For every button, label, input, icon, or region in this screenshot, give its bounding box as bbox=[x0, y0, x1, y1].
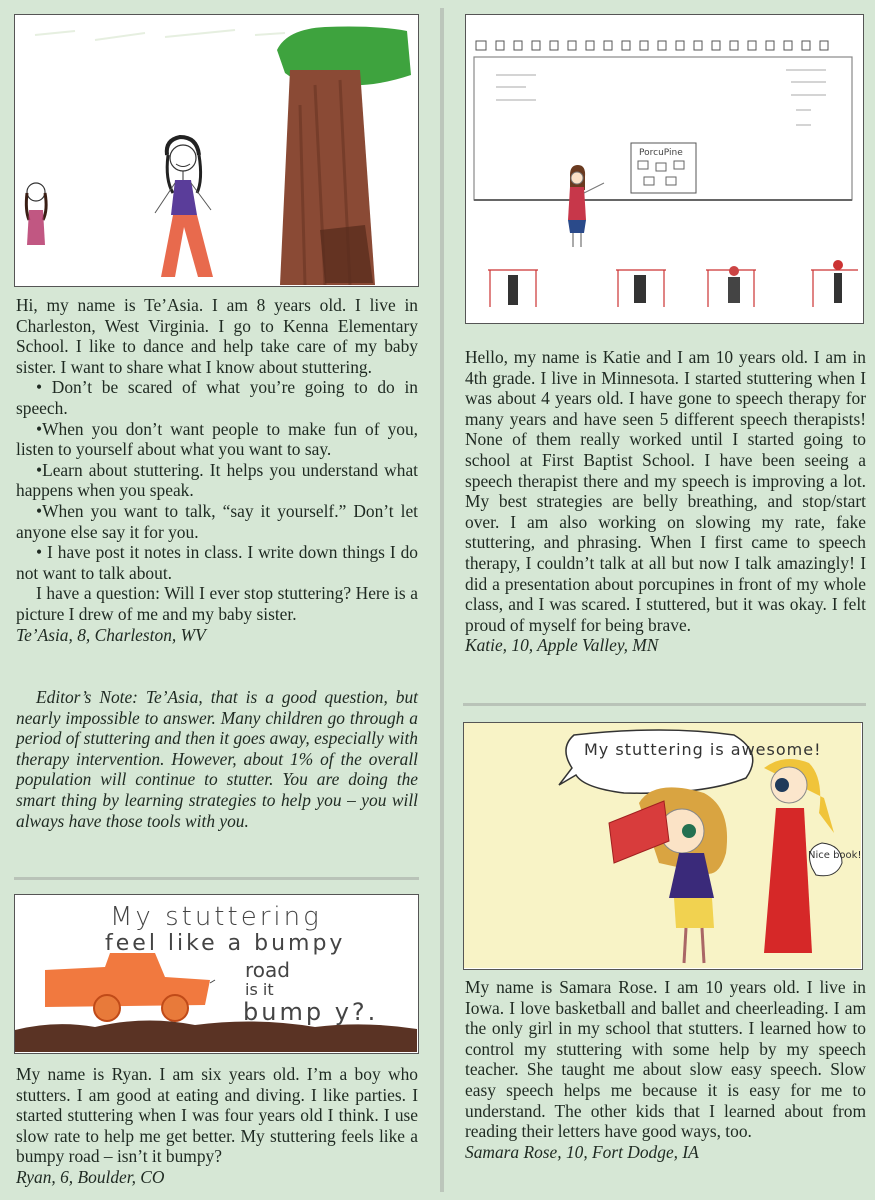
ryan-drawing-text: feel like a bumpy bbox=[105, 931, 346, 956]
katie-letter bbox=[465, 347, 866, 656]
bubble-text: Nice book! bbox=[808, 850, 861, 861]
teasia-tip: • I have post it notes in class. I write down things I do not want to talk about. bbox=[16, 542, 418, 583]
teasia-question: I have a question: Will I ever stop stuttering? Here is a picture I drew of me and my baby sister. bbox=[16, 583, 418, 624]
ryan-drawing bbox=[14, 894, 419, 1054]
editor-note bbox=[16, 687, 418, 831]
teasia-intro: Hi, my name is Te’Asia. I am 8 years old. I live in Charleston, West Virginia. I go to Kenna Elementary School. I like to dance and help take care of my baby sister. I want to share what I know about stuttering. bbox=[16, 295, 418, 377]
samara-signature: Samara Rose, 10, Fort Dodge, IA bbox=[465, 1141, 699, 1162]
column-divider bbox=[440, 8, 444, 1192]
ryan-drawing-text: bump y?. bbox=[243, 998, 379, 1026]
teasia-letter bbox=[16, 295, 418, 645]
ryan-drawing-text: is it bbox=[245, 980, 274, 999]
teasia-tip: •When you don’t want people to make fun of you, listen to yourself about what you want to say. bbox=[16, 418, 418, 460]
teasia-signature: Te’Asia, 8, Charleston, WV bbox=[16, 624, 206, 645]
editor-note-text: Editor’s Note: Te’Asia, that is a good question, but nearly impossible to answer. Many children go through a period of stuttering and then it goes away, especially with therapy intervention. However, about 1% of the overall population will continue to stutter. You are doing the smart thing by learning strategies to help you – you will always have those tools with you. bbox=[16, 687, 418, 831]
section-divider bbox=[463, 703, 866, 706]
ryan-letter-text: My name is Ryan. I am six years old. I’m a boy who stutters. I am good at eating and diving. I like parties. I started stuttering when I was four years old I think. I use slow rate to help me get better. My stuttering feels like a bumpy road – isn’t it bumpy? bbox=[16, 1064, 418, 1167]
samara-drawing bbox=[463, 722, 863, 970]
porcupine-poster bbox=[631, 143, 696, 193]
section-divider bbox=[14, 877, 419, 880]
ryan-drawing-text: road bbox=[245, 958, 290, 982]
katie-drawing bbox=[465, 14, 864, 324]
teasia-tip: •When you want to talk, “say it yourself.” Don’t let anyone else say it for you. bbox=[16, 500, 418, 542]
katie-letter-text: Hello, my name is Katie and I am 10 years old. I am in 4th grade. I live in Minnesota. I started stuttering when I was about 4 years old. I have gone to speech therapy for many years and have seen 5 different speech therapists! None of them really worked until I started going to school at First Baptist School. I have been seeing a speech therapist there and my speech is improving a lot. My best strategies are belly breathing, and stop/start over. I am also working on slowing my rate, fake stuttering, and phrasing. When I first came to speech therapy, I couldn’t talk at all but now I talk amazingly! I did a presentation about porcupines in front of my whole class, and I was scared. I stuttered, but it was okay. I felt proud of myself for being brave. bbox=[465, 347, 866, 635]
samara-letter-text: My name is Samara Rose. I am 10 years old. I live in Iowa. I love basketball and ballet and cheerleading. I am the only girl in my school that stutters. I learned how to control my stuttering with some help by my speech teacher. She taught me about slow easy speech. Slow easy speech helps me because it is easy for me to understand. The other kids that I learned about from reading their letters have good ways, too. bbox=[465, 977, 866, 1142]
teasia-tip: • Don’t be scared of what you’re going to do in speech. bbox=[16, 377, 418, 418]
teasia-drawing bbox=[14, 14, 419, 287]
bubble-text: My stuttering is awesome! bbox=[584, 740, 822, 759]
poster-title: PorcuPine bbox=[639, 148, 683, 158]
ryan-drawing-text: My stuttering bbox=[110, 902, 322, 932]
ryan-letter bbox=[16, 1064, 418, 1188]
teasia-tip: •Learn about stuttering. It helps you understand what happens when you speak. bbox=[16, 459, 418, 501]
samara-letter bbox=[465, 977, 866, 1162]
katie-signature: Katie, 10, Apple Valley, MN bbox=[465, 635, 659, 656]
ryan-signature: Ryan, 6, Boulder, CO bbox=[16, 1166, 165, 1187]
